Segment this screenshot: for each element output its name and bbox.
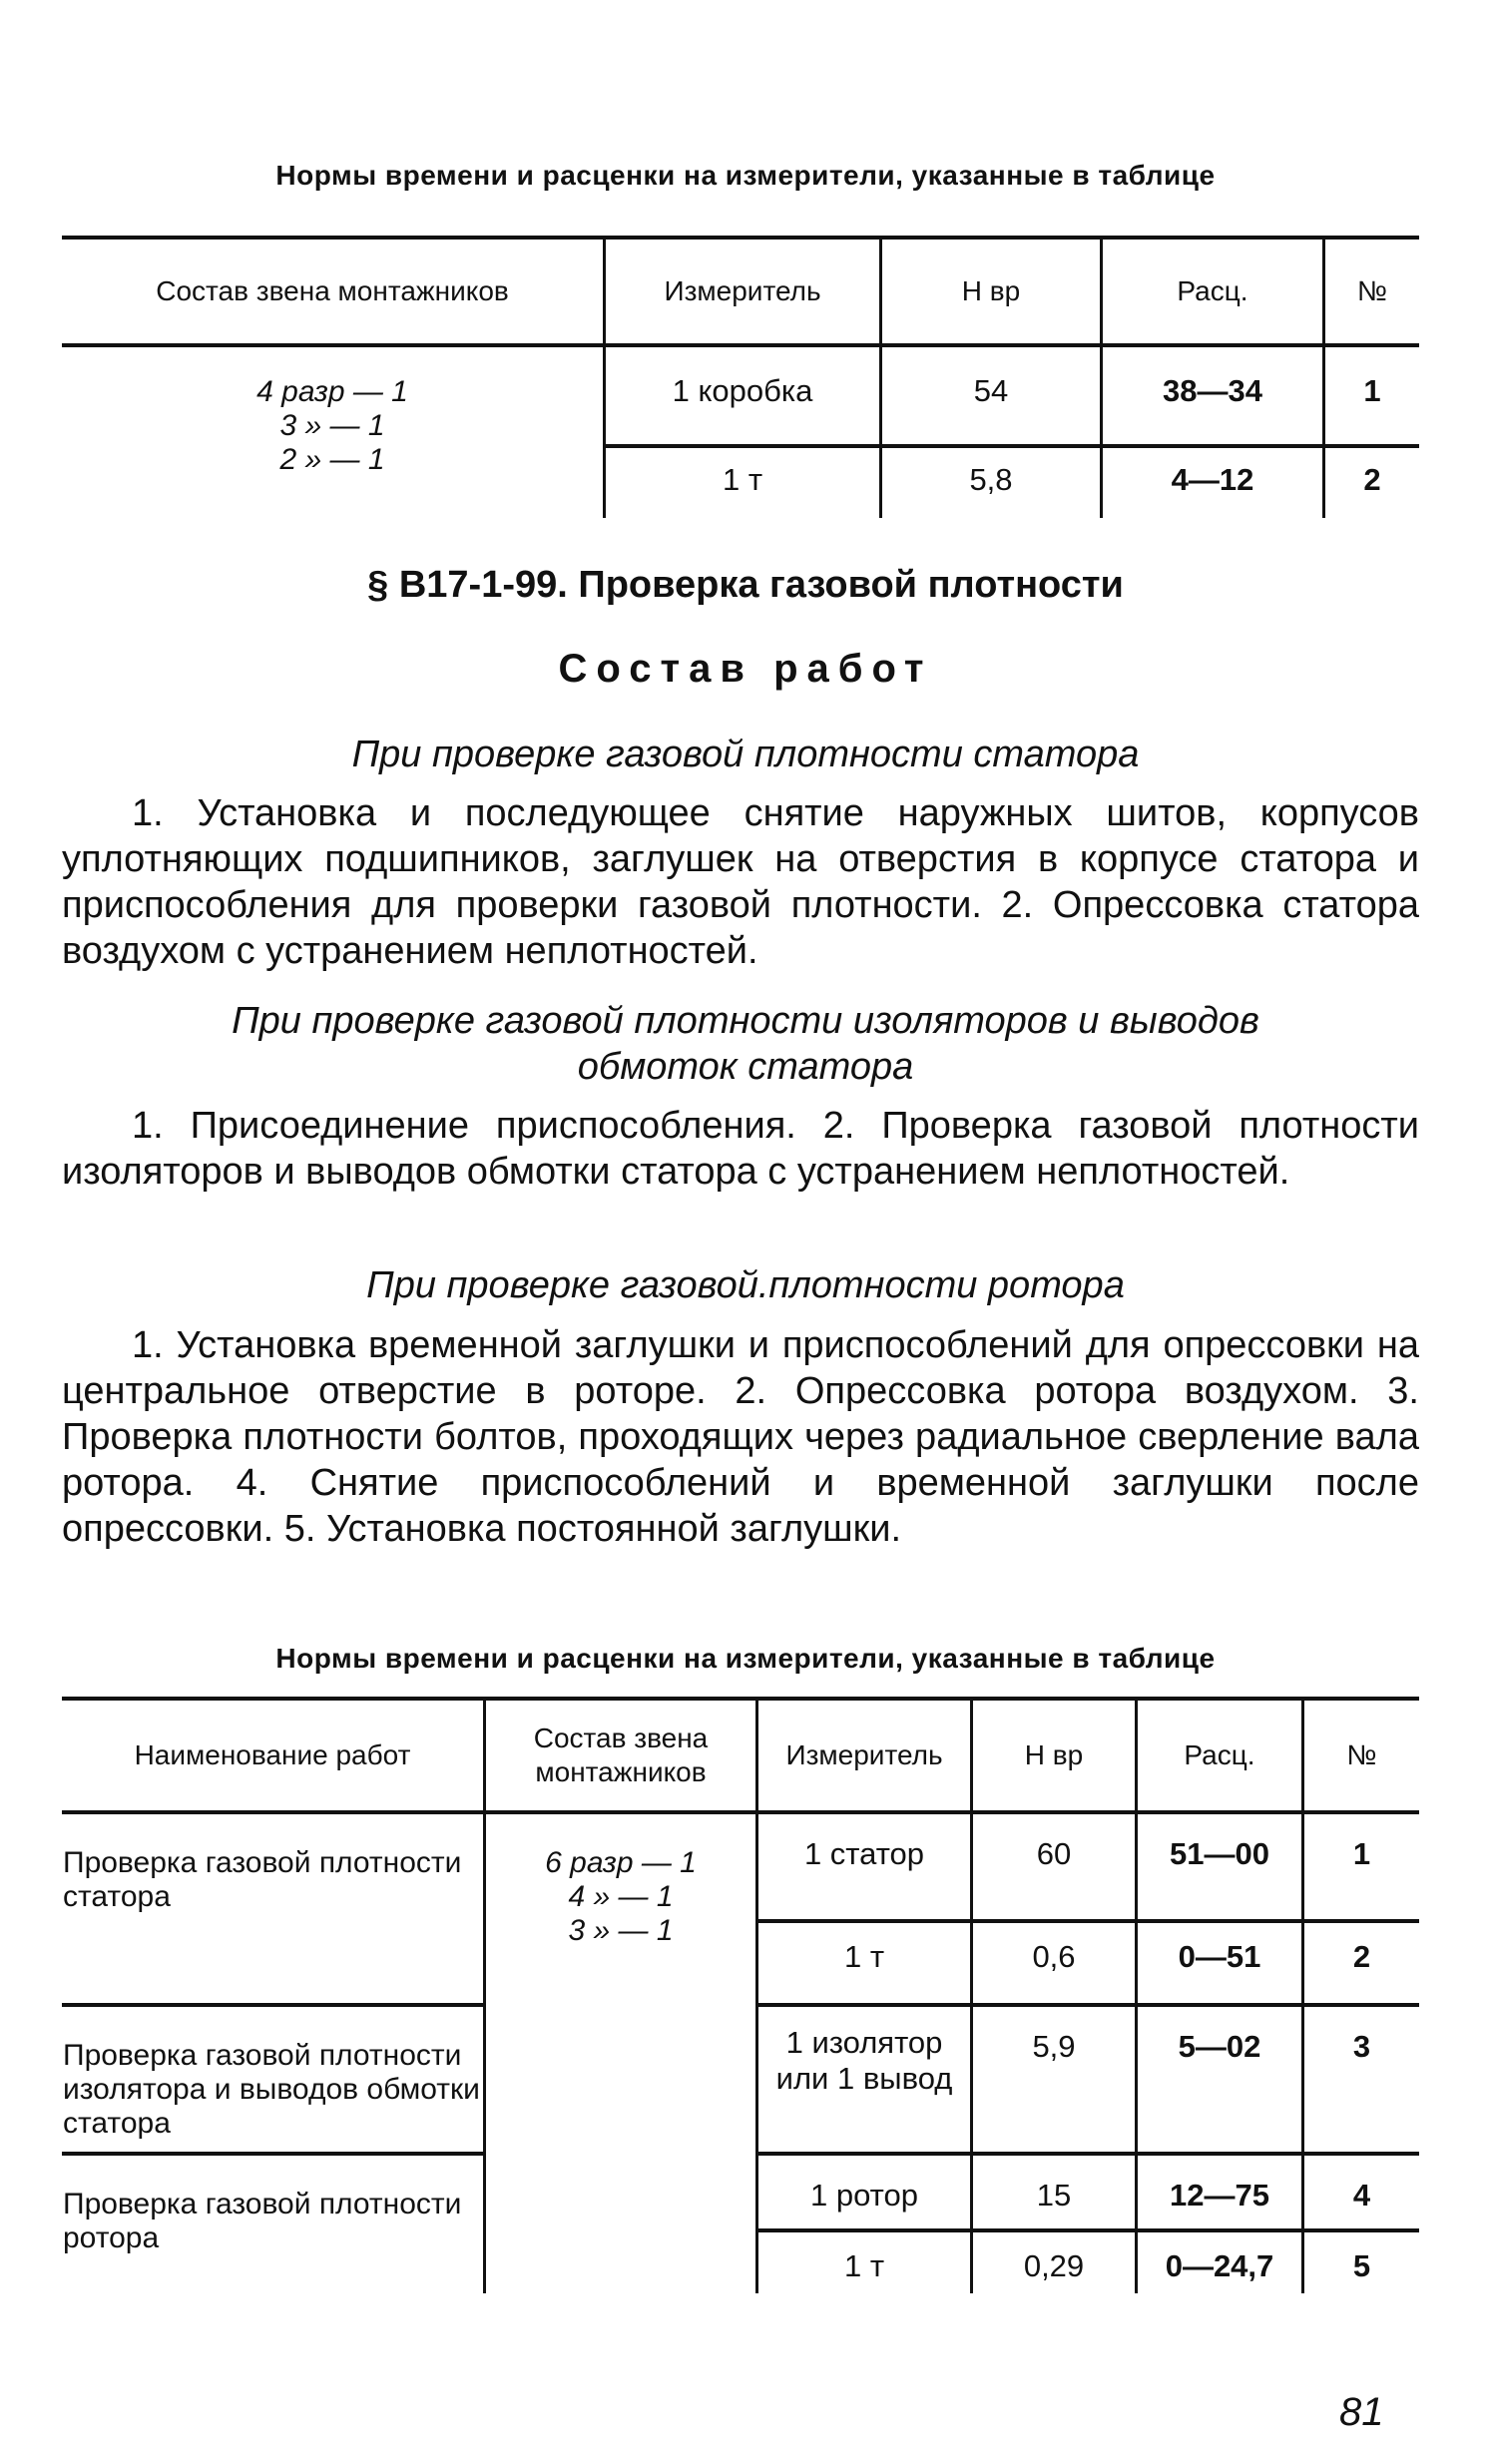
subsection-title-line: обмоток статора — [577, 1046, 914, 1088]
subsection-text-insulators — [62, 1103, 1419, 1195]
table2-header-norm: Н вр — [972, 1699, 1137, 1812]
subsection-text-rotor — [62, 1322, 1419, 1552]
subsection-title-insulators — [0, 998, 1491, 1090]
work-name-cell: Проверка газовой плотности статора — [63, 1846, 462, 1913]
crew-line: 6 разр — 1 — [545, 1846, 697, 1879]
measure-cell: 1 т — [605, 446, 881, 518]
measure-cell: 1 изолятор или 1 вывод — [757, 2005, 972, 2154]
num-cell: 3 — [1303, 2005, 1420, 2154]
price-cell: 5—02 — [1137, 2005, 1303, 2154]
table1-caption: Нормы времени и расценки на измерители, указанные в таблице — [275, 160, 1216, 191]
measure-cell: 1 коробка — [605, 345, 881, 446]
table1-header-num: № — [1324, 238, 1420, 345]
measure-cell: 1 т — [757, 2230, 972, 2293]
table1 — [62, 236, 1419, 518]
crew-line: 3 » — 1 — [568, 1914, 674, 1947]
norm-cell: 5,8 — [881, 446, 1102, 518]
norm-cell: 0,6 — [972, 1921, 1137, 2005]
price-cell: 51—00 — [1137, 1812, 1303, 1921]
num-cell: 4 — [1303, 2154, 1420, 2230]
table2-header-row — [62, 1699, 1419, 1812]
paragraph-text: 1. Присоединение приспособления. 2. Проверка газовой плотности изоляторов и выводов обмотки статора с устранением неплотностей. — [62, 1105, 1419, 1193]
num-cell: 1 — [1303, 1812, 1420, 1921]
price-cell: 0—51 — [1137, 1921, 1303, 2005]
page-number: 81 — [1339, 2390, 1384, 2434]
price-cell: 0—24,7 — [1137, 2230, 1303, 2293]
subsection-title-line: При проверке газовой плотности изоляторов и выводов — [232, 1000, 1259, 1042]
table1-crew — [62, 345, 605, 518]
table2-header-num: № — [1303, 1699, 1420, 1812]
table1-header-row — [62, 238, 1419, 345]
table2-header-measure: Измеритель — [757, 1699, 972, 1812]
subsection-text-stator — [62, 790, 1419, 974]
work-name-cell: Проверка газовой плотности ротора — [62, 2154, 485, 2293]
table-row — [62, 345, 1419, 446]
table1-header-crew: Состав звена монтажников — [62, 238, 605, 345]
paragraph-text: 1. Установка и последующее снятие наружных шитов, корпусов уплотняющих подшипников, заглушек на отверстия в корпусе статора и приспособления для проверки газовой плотности. 2. Опрессовка статора воздухом с устранением неплотностей. — [62, 792, 1419, 972]
table2-crew — [485, 1812, 757, 2293]
norm-cell: 60 — [972, 1812, 1137, 1921]
crew-line: 4 разр — 1 — [256, 375, 408, 408]
table1-header-price: Расц. — [1102, 238, 1324, 345]
table2-header-work: Наименование работ — [62, 1699, 485, 1812]
num-cell: 1 — [1324, 345, 1420, 446]
paragraph-text: 1. Установка временной заглушки и приспособлений для опрессовки на центральное отверстие в роторе. 2. Опрессовка ротора воздухом. 3. Проверка плотности болтов, проходящих через радиальное сверление вала ротора. 4. Снятие приспособлений и временной заглушки после опрессовки. 5. Установка постоянной заглушки. — [62, 1324, 1419, 1550]
table2-header-crew: Состав звена монтажников — [485, 1699, 757, 1812]
table1-header-measure: Измеритель — [605, 238, 881, 345]
num-cell: 2 — [1324, 446, 1420, 518]
measure-cell: 1 т — [757, 1921, 972, 2005]
norm-cell: 0,29 — [972, 2230, 1137, 2293]
crew-line: 4 » — 1 — [568, 1880, 674, 1913]
section-title: § В17-1-99. Проверка газовой плотности — [367, 564, 1124, 606]
table2-caption: Нормы времени и расценки на измерители, указанные в таблице — [275, 1643, 1216, 1674]
measure-cell: 1 ротор — [757, 2154, 972, 2230]
table1-header-norm: Н вр — [881, 238, 1102, 345]
price-cell: 12—75 — [1137, 2154, 1303, 2230]
crew-line: 3 » — 1 — [279, 409, 385, 442]
price-cell: 4—12 — [1102, 446, 1324, 518]
price-cell: 38—34 — [1102, 345, 1324, 446]
num-cell: 5 — [1303, 2230, 1420, 2293]
table2 — [62, 1697, 1419, 2293]
subsection-title-rotor: При проверке газовой.плотности ротора — [366, 1264, 1125, 1306]
table-row — [62, 1812, 1419, 1921]
num-cell: 2 — [1303, 1921, 1420, 2005]
subsection-title-stator: При проверке газовой плотности статора — [351, 734, 1140, 775]
composition-title: Состав работ — [558, 647, 933, 691]
norm-cell: 15 — [972, 2154, 1137, 2230]
norm-cell: 54 — [881, 345, 1102, 446]
table2-header-price: Расц. — [1137, 1699, 1303, 1812]
work-name-cell: Проверка газовой плотности изолятора и выводов обмотки статора — [62, 2005, 485, 2154]
norm-cell: 5,9 — [972, 2005, 1137, 2154]
measure-cell: 1 статор — [757, 1812, 972, 1921]
crew-line: 2 » — 1 — [279, 443, 385, 476]
